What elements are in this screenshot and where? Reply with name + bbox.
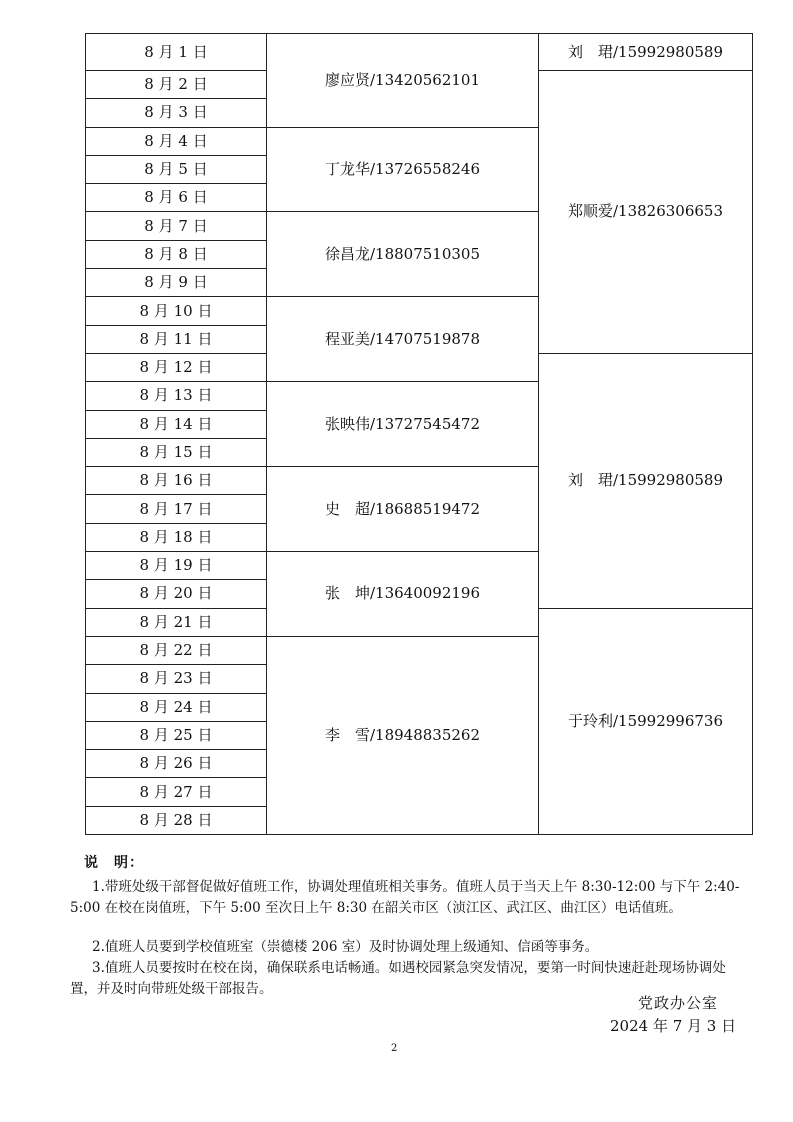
date-cell: 8 月 21 日	[86, 608, 267, 636]
date-cell: 8 月 3 日	[86, 99, 267, 127]
date-cell: 8 月 9 日	[86, 269, 267, 297]
leader-cell: 郑顺爱/13826306653	[539, 71, 753, 354]
date-cell: 8 月 4 日	[86, 127, 267, 155]
date-cell: 8 月 6 日	[86, 184, 267, 212]
duty-staff-cell: 李 雪/18948835262	[267, 636, 539, 834]
date-cell: 8 月 5 日	[86, 155, 267, 183]
date-cell: 8 月 15 日	[86, 438, 267, 466]
date-cell: 8 月 23 日	[86, 665, 267, 693]
duty-staff-cell: 张映伟/13727545472	[267, 382, 539, 467]
date-cell: 8 月 16 日	[86, 467, 267, 495]
date-cell: 8 月 13 日	[86, 382, 267, 410]
duty-staff-cell: 张 坤/13640092196	[267, 552, 539, 637]
date-cell: 8 月 20 日	[86, 580, 267, 608]
leader-cell: 于玲利/15992996736	[539, 608, 753, 834]
note-item-3: 3.值班人员要按时在校在岗，确保联系电话畅通。如遇校园紧急突发情况，要第一时间快速赶赴现场协调处置，并及时向带班处级干部报告。	[70, 960, 726, 997]
date-cell: 8 月 1 日	[86, 34, 267, 71]
date-cell: 8 月 27 日	[86, 778, 267, 806]
date-cell: 8 月 18 日	[86, 523, 267, 551]
duty-staff-cell: 史 超/18688519472	[267, 467, 539, 552]
date-cell: 8 月 19 日	[86, 552, 267, 580]
signature-date: 2024 年 7 月 3 日	[610, 1017, 737, 1035]
date-cell: 8 月 24 日	[86, 693, 267, 721]
date-cell: 8 月 2 日	[86, 71, 267, 99]
date-cell: 8 月 26 日	[86, 750, 267, 778]
date-cell: 8 月 25 日	[86, 721, 267, 749]
date-cell: 8 月 12 日	[86, 353, 267, 381]
duty-schedule-table	[85, 33, 753, 835]
note-item-2: 2.值班人员要到学校值班室（崇德楼 206 室）及时协调处理上级通知、信函等事务。	[92, 939, 599, 955]
date-cell: 8 月 17 日	[86, 495, 267, 523]
leader-cell: 刘 珺/15992980589	[539, 34, 753, 71]
date-cell: 8 月 7 日	[86, 212, 267, 240]
duty-staff-cell: 徐昌龙/18807510305	[267, 212, 539, 297]
date-cell: 8 月 10 日	[86, 297, 267, 325]
leader-cell: 刘 珺/15992980589	[539, 353, 753, 608]
duty-staff-cell: 廖应贤/13420562101	[267, 34, 539, 128]
notes-title: 说 明：	[84, 855, 144, 871]
date-cell: 8 月 28 日	[86, 806, 267, 834]
page-number: 2	[391, 1043, 398, 1054]
duty-staff-cell: 程亚美/14707519878	[267, 297, 539, 382]
date-cell: 8 月 14 日	[86, 410, 267, 438]
duty-staff-cell: 丁龙华/13726558246	[267, 127, 539, 212]
date-cell: 8 月 11 日	[86, 325, 267, 353]
note-item-1: 1.带班处级干部督促做好值班工作，协调处理值班相关事务。值班人员于当天上午 8:30-12:00 与下午 2:40-5:00 在校在岗值班，下午 5:00 至次日上午 8:30 在韶关市区（浈江区、武江区、曲江区）电话值班。	[70, 879, 740, 916]
date-cell: 8 月 22 日	[86, 636, 267, 664]
signature-office: 党政办公室	[638, 994, 719, 1012]
date-cell: 8 月 8 日	[86, 240, 267, 268]
